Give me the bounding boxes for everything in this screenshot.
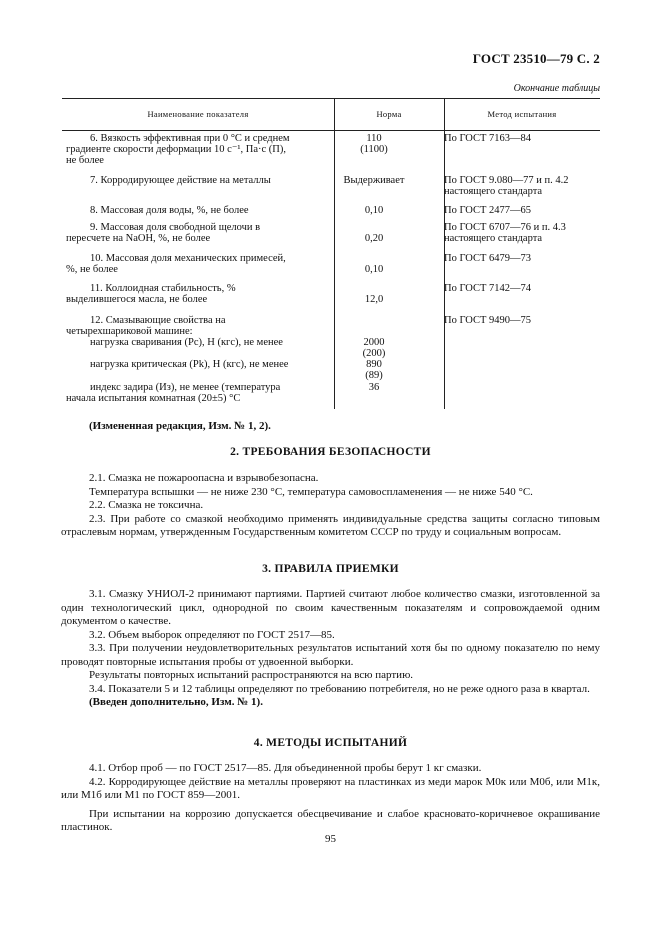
- table-header: [62, 98, 600, 131]
- table-row-name: 8. Массовая доля воды, %, не более: [90, 205, 249, 216]
- paragraph: 4.2. Корродирующее действие на металлы проверяют на пластинках из меди марок М0к или М0б, или М1к, или М1б или М1 по ГОСТ 859—2001.: [61, 775, 600, 801]
- table-row-method: По ГОСТ 2477—65: [444, 205, 532, 216]
- table-row-norm: 0,10: [364, 205, 384, 216]
- table-row-norm: 0,20: [364, 233, 384, 244]
- column-header-norm: Норма: [376, 109, 402, 119]
- table-continuation-note: Окончание таблицы: [513, 83, 600, 94]
- table-row-method: По ГОСТ 9.080—77 и п. 4.2 настоящего стандарта: [444, 175, 569, 197]
- table-row-norm: 0,10: [364, 264, 384, 275]
- table-row-name: 6. Вязкость эффективная при 0 °С и среднем градиенте скорости деформации 10 с⁻¹, Па·с (П), не более: [66, 133, 290, 166]
- paragraph: 2.2. Смазка не токсична.: [89, 499, 204, 511]
- paragraph: 2.1. Смазка не пожароопасна и взрывобезопасна.: [89, 472, 319, 484]
- table-row-name: индекс задира (Из), не менее (температура начала испытания комнатная (20±5) °С: [66, 382, 281, 404]
- paragraph: 3.4. Показатели 5 и 12 таблицы определяют по требованию потребителя, но не реже одного раза в квартал.: [89, 682, 590, 695]
- paragraph: 3.1. Смазку УНИОЛ-2 принимают партиями. Партией считают любое количество смазки, изготовленной за один технологический цикл, однородной по своим качественным показателям и сопровождаемой одним документом о качестве.: [61, 588, 600, 627]
- section-acceptance-body: [61, 588, 600, 710]
- paragraph: Температура вспышки — не ниже 230 °С, температура самовоспламенения — не ниже 540 °С.: [89, 485, 533, 498]
- column-header-method: Метод испытания: [487, 109, 557, 119]
- paragraph: 3.3. При получении неудовлетворительных результатов испытаний хотя бы по одному показателю по нему проводят повторные испытания пробы от удвоенной выборки.: [61, 642, 600, 668]
- table-row-method: По ГОСТ 6479—73: [444, 253, 532, 264]
- amendment-note: (Измененная редакция, Изм. № 1, 2).: [89, 420, 271, 432]
- gost-header: ГОСТ 23510—79 С. 2: [472, 51, 600, 66]
- table-row-norm: 890 (89): [365, 359, 383, 381]
- column-header-name: Наименование показателя: [147, 109, 249, 119]
- table-row-norm: 2000 (200): [362, 337, 386, 359]
- table-row-name: 10. Массовая доля механических примесей, %, не более: [66, 253, 286, 275]
- table-row-method: По ГОСТ 7142—74: [444, 283, 532, 294]
- paragraph: 4.1. Отбор проб — по ГОСТ 2517—85. Для объединенной пробы берут 1 кг смазки.: [89, 762, 482, 774]
- table-row-norm: 12,0: [364, 294, 384, 305]
- table-row-norm: Выдерживает: [343, 175, 405, 186]
- table-row-name: нагрузка сваривания (Pc), Н (кгс), не менее: [90, 337, 283, 348]
- section-title-safety: 2. ТРЕБОВАНИЯ БЕЗОПАСНОСТИ: [230, 446, 431, 458]
- table-row-method: По ГОСТ 7163—84: [444, 133, 532, 144]
- section-methods-body: [61, 762, 600, 835]
- page-number: 95: [325, 833, 336, 845]
- table-row-method: По ГОСТ 9490—75: [444, 315, 532, 326]
- paragraph: 2.3. При работе со смазкой необходимо применять индивидуальные средства защиты согласно типовым отраслевым нормам, утвержденным Государственным комитетом СССР по труду и социальным вопросам.: [61, 512, 600, 538]
- paragraph: При испытании на коррозию допускается обесцвечивание и слабое красновато-коричневое окрашивание пластинок.: [61, 807, 600, 833]
- properties-table: [62, 98, 600, 404]
- section-title-acceptance: 3. ПРАВИЛА ПРИЕМКИ: [262, 563, 399, 575]
- paragraph: 3.2. Объем выборок определяют по ГОСТ 2517—85.: [89, 628, 335, 641]
- section-safety-body: [61, 472, 600, 540]
- table-row-name: 9. Массовая доля свободной щелочи в пересчете на NaOH, %, не более: [66, 222, 261, 244]
- paragraph: Результаты повторных испытаний распространяются на всю партию.: [89, 669, 414, 681]
- table-row-name: 11. Коллоидная стабильность, % выделившегося масла, не более: [66, 283, 236, 305]
- table-row-method: По ГОСТ 6707—76 и п. 4.3 настоящего стандарта: [444, 222, 566, 244]
- section-title-methods: 4. МЕТОДЫ ИСПЫТАНИЙ: [253, 737, 408, 749]
- amendment-note: (Введен дополнительно, Изм. № 1).: [89, 696, 263, 708]
- table-row-norm: 36: [368, 382, 380, 393]
- table-row-name: 7. Корродирующее действие на металлы: [90, 175, 271, 186]
- table-row-norm: 110 (1100): [360, 133, 388, 155]
- table-row-name: 12. Смазывающие свойства на четырехшариковой машине:: [66, 315, 226, 337]
- table-row-name: нагрузка критическая (Pk), Н (кгс), не менее: [90, 359, 289, 370]
